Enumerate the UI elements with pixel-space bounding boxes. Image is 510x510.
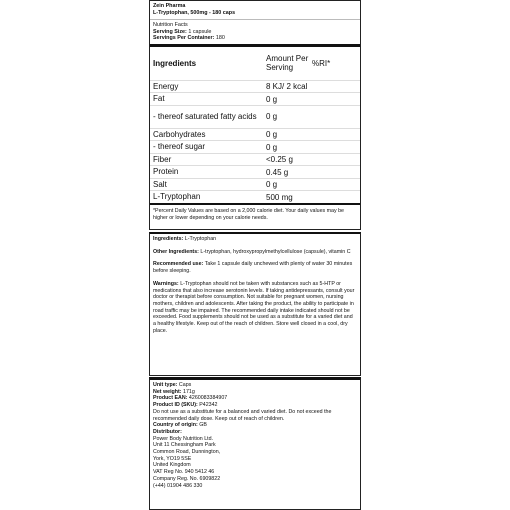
ingredients-text: Ingredients: L-Tryptophan — [153, 236, 217, 242]
unit-type: Unit type: Caps — [153, 382, 192, 388]
nutrition-panel — [149, 0, 361, 230]
distributor-line: Unit 11 Chessingham Park — [153, 442, 216, 449]
table-row: Carbohydrates 0 g — [150, 128, 360, 141]
col-ingredients: Ingredients — [153, 58, 197, 68]
table-row: Fat 0 g — [150, 92, 360, 105]
table-row: - thereof sugar 0 g — [150, 140, 360, 153]
ingredients-panel — [149, 232, 361, 376]
usage-advice: Do not use as a substitute for a balanced and varied diet. Do not exceed the recommended daily dose. Keep out of reach of children. — [153, 408, 332, 422]
servings-per-container: Servings Per Container: 180 — [153, 35, 225, 42]
product-label-sheet — [149, 0, 361, 510]
distributor-line: Common Road, Dunnington, — [153, 449, 221, 456]
warnings-text: Warnings: L-Tryptophan should not be taken with substances such as 5-HTP or medications that also increase serotonin levels. If taking antidepressants, consult your doctor or therapist before consumption. Not suitable for pregnant women, nursing mothers, children and adolescents. After taking the product, the ability to participate in road traffic may be impaired. The recommended daily intake indicated should not be exceeded. Food supplements should not be used as a substitute for a varied diet and a healthy lifestyle. Keep out of the reach of children. Store well closed in a cool, dry place. — [153, 280, 355, 334]
facts-title: Nutrition Facts — [153, 22, 188, 29]
table-row: - thereof saturated fatty acids 0 g — [150, 105, 360, 128]
product-ean: Product EAN: 4260083384907 — [153, 395, 228, 402]
table-row: Protein 0.45 g — [150, 165, 360, 178]
table-row: Salt 0 g — [150, 178, 360, 191]
net-weight: Net weight: 171g — [153, 388, 195, 395]
product-sku: Product ID (SKU): P42342 — [153, 402, 218, 409]
country-of-origin: Country of origin: GB — [153, 422, 207, 429]
header-divider — [150, 19, 360, 20]
col-ri: %RI* — [312, 58, 331, 68]
recommended-use-text: Recommended use: Take 1 capsule daily unchewed with plenty of water 30 minutes before sleeping. — [153, 261, 353, 275]
distributor-line: United Kingdom — [153, 462, 191, 469]
table-row: L-Tryptophan 500 mg — [150, 190, 360, 205]
daily-values-footnote: *Percent Daily Values are based on a 2,000 calorie diet. Your daily values may be higher or lower depending on your calorie needs. — [153, 207, 345, 221]
table-row: Fiber <0.25 g — [150, 153, 360, 166]
distributor-line: York, YO19 5SE — [153, 455, 192, 462]
distributor-line: VAT Reg No. 940 5412 46 — [153, 469, 215, 476]
distributor-line: (+44) 01904 486 330 — [153, 482, 203, 489]
table-row: Energy 8 KJ/ 2 kcal — [150, 80, 360, 93]
product-name: L-Tryptophan, 500mg - 180 caps — [153, 9, 236, 16]
product-info-panel — [149, 377, 361, 510]
brand-name: Zein Pharma — [153, 3, 186, 9]
other-ingredients-text: Other Ingredients: L-tryptophan, hydroxypropylmethylcellulose (capsule), vitamin C — [153, 248, 351, 255]
col-amount: Amount Per Serving — [266, 53, 309, 73]
distributor-label: Distributor: — [153, 428, 182, 435]
serving-size: Serving Size: 1 capsule — [153, 28, 212, 35]
distributor-line: Company Reg. No. 6909822 — [153, 475, 221, 482]
nutrition-table-header — [150, 44, 360, 80]
distributor-line: Power Body Nutrition Ltd. — [153, 435, 214, 442]
